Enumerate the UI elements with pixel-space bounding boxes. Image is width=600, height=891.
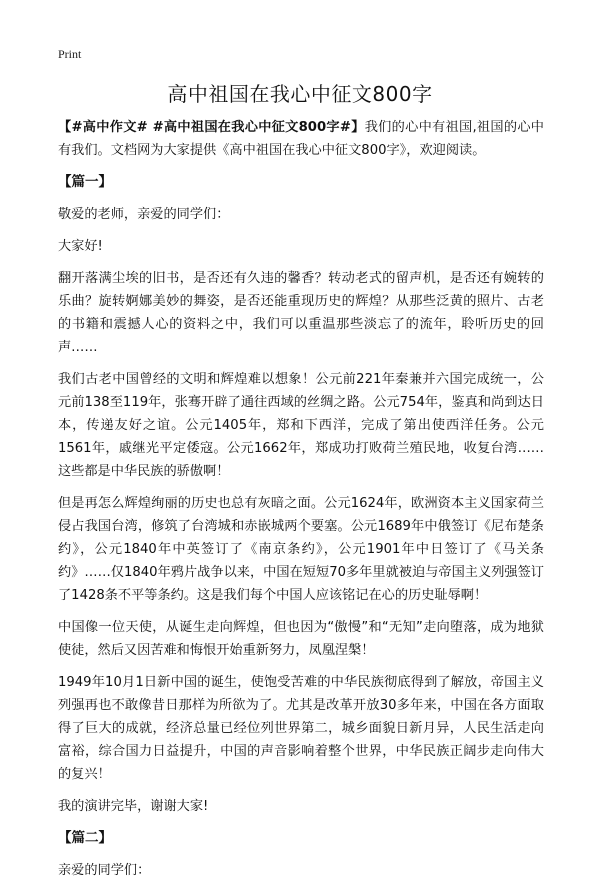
paragraph: 大家好!	[58, 239, 103, 254]
article-body	[58, 116, 544, 891]
paragraph: 中国像一位天使，从诞生走向辉煌，但也因为“傲慢”和“无知”走向堕落，成为地狱使徒，然后又因苦难和悔恨开始重新努力，凤凰涅槃！	[58, 620, 544, 658]
section-2-heading: 【篇二】	[58, 830, 112, 846]
paragraph: 翻开落满尘埃的旧书，是否还有久违的馨香？转动老式的留声机，是否还有婉转的乐曲？旋转婀娜美妙的舞姿，是否还能重现历史的辉煌？从那些泛黄的照片、古老的书籍和震撼人心的资料之中，我们可以重温那些淡忘了的流年，聆听历史的回声……	[58, 271, 544, 355]
paragraph: 但是再怎么辉煌绚丽的历史也总有灰暗之面。公元1624年，欧洲资本主义国家荷兰侵占我国台湾，修筑了台湾城和赤嵌城两个要塞。公元1689年中俄签订《尼布楚条约》，公元1840年中英签订了《南京条约》，公元1901年中日签订了《马关条约》……仅1840年鸦片战争以来，中国在短短70多年里就被迫与帝国主义列强签订了1428条不平等条约。这是我们每个中国人应该铭记在心的历史耻辱啊！	[58, 496, 544, 603]
intro-text: 我们的心中有祖国,祖国的心中有我们。文档网为大家提供《高中祖国在我心中征文800字》，欢迎阅读。	[58, 120, 544, 158]
paragraph: 敬爱的老师，亲爱的同学们：	[58, 207, 230, 222]
print-label[interactable]: Print	[58, 47, 82, 61]
page-title: 高中祖国在我心中征文800字	[167, 82, 433, 106]
section-1-heading: 【篇一】	[58, 174, 112, 190]
intro-paragraph	[58, 116, 544, 162]
intro-tags: 【#高中作文# #高中祖国在我心中征文800字#】	[58, 120, 365, 135]
paragraph: 我们古老中国曾经的文明和辉煌难以想象！公元前221年秦兼并六国完成统一，公元前138至119年，张骞开辟了通往西域的丝绸之路。公元754年，鉴真和尚到达日本，传递友好之谊。公元1405年，郑和下西洋，完成了第出使西洋任务。公元1561年，戚继光平定倭寇。公元1662年，郑成功打败荷兰殖民地，收复台湾……这些都是中华民族的骄傲啊！	[58, 372, 544, 479]
paragraph: 亲爱的同学们：	[58, 863, 151, 878]
paragraph: 我的演讲完毕，谢谢大家!	[58, 799, 209, 814]
paragraph: 1949年10月1日新中国的诞生，使饱受苦难的中华民族彻底得到了解放，帝国主义列强再也不敢像昔日那样为所欲为了。尤其是改革开放30多年来，中国在各方面取得了巨大的成就，经济总量已经位列世界第二，城乡面貌日新月异，人民生活走向富裕，综合国力日益提升，中国的声音影响着整个世界，中华民族正阔步走向伟大的复兴！	[58, 675, 544, 782]
